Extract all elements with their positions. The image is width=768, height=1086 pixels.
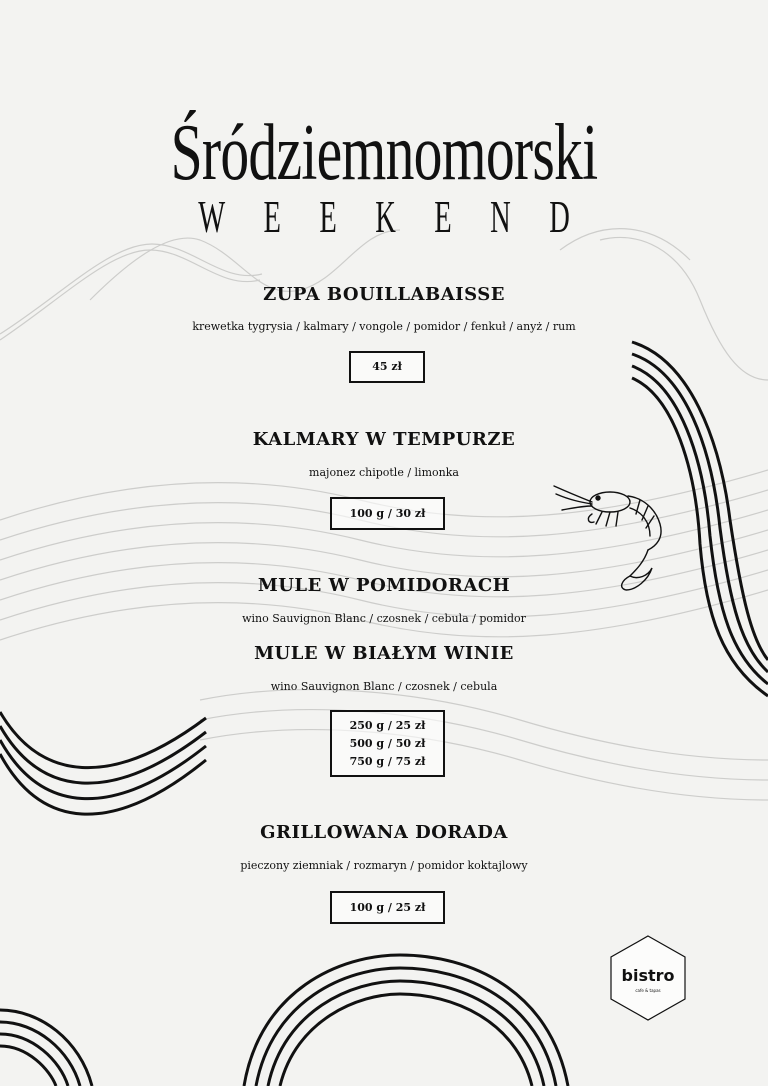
logo-name: bistro xyxy=(621,966,675,985)
price-box-zupa xyxy=(349,351,425,383)
dish-description-mule-pomidory: wino Sauvignon Blanc / czosnek / cebula / pomidor xyxy=(242,612,526,625)
page-subtitle: WEEKEND xyxy=(198,191,609,242)
price-label: 100 g / 25 zł xyxy=(349,900,426,914)
price-box-kalmary xyxy=(330,497,445,530)
dish-description-dorada: pieczony ziemniak / rozmaryn / pomidor koktajlowy xyxy=(240,859,528,872)
dish-description-zupa: krewetka tygrysia / kalmary / vongole / pomidor / fenkuł / anyż / rum xyxy=(192,320,576,333)
dish-name-dorada: GRILLOWANA DORADA xyxy=(260,822,508,843)
dish-name-mule-wino: MULE W BIAŁYM WINIE xyxy=(254,643,514,664)
dish-name-kalmary: KALMARY W TEMPURZE xyxy=(252,429,516,450)
price-label: 250 g / 25 zł xyxy=(349,718,426,732)
page-title: Śródziemnomorski xyxy=(170,109,598,197)
price-label: 500 g / 50 zł xyxy=(349,736,426,750)
logo-tagline: cafe & tapas xyxy=(635,988,661,993)
price-box-mule xyxy=(330,710,445,777)
price-label: 45 zł xyxy=(372,360,402,373)
price-box-dorada xyxy=(330,891,445,924)
price-label: 100 g / 30 zł xyxy=(349,506,426,520)
dish-description-kalmary: majonez chipotle / limonka xyxy=(309,466,459,479)
dish-description-mule-wino: wino Sauvignon Blanc / czosnek / cebula xyxy=(270,680,498,693)
dish-name-zupa: ZUPA BOUILLABAISSE xyxy=(263,284,505,305)
dish-name-mule-pomidory: MULE W POMIDORACH xyxy=(257,575,511,596)
price-label: 750 g / 75 zł xyxy=(349,754,426,768)
